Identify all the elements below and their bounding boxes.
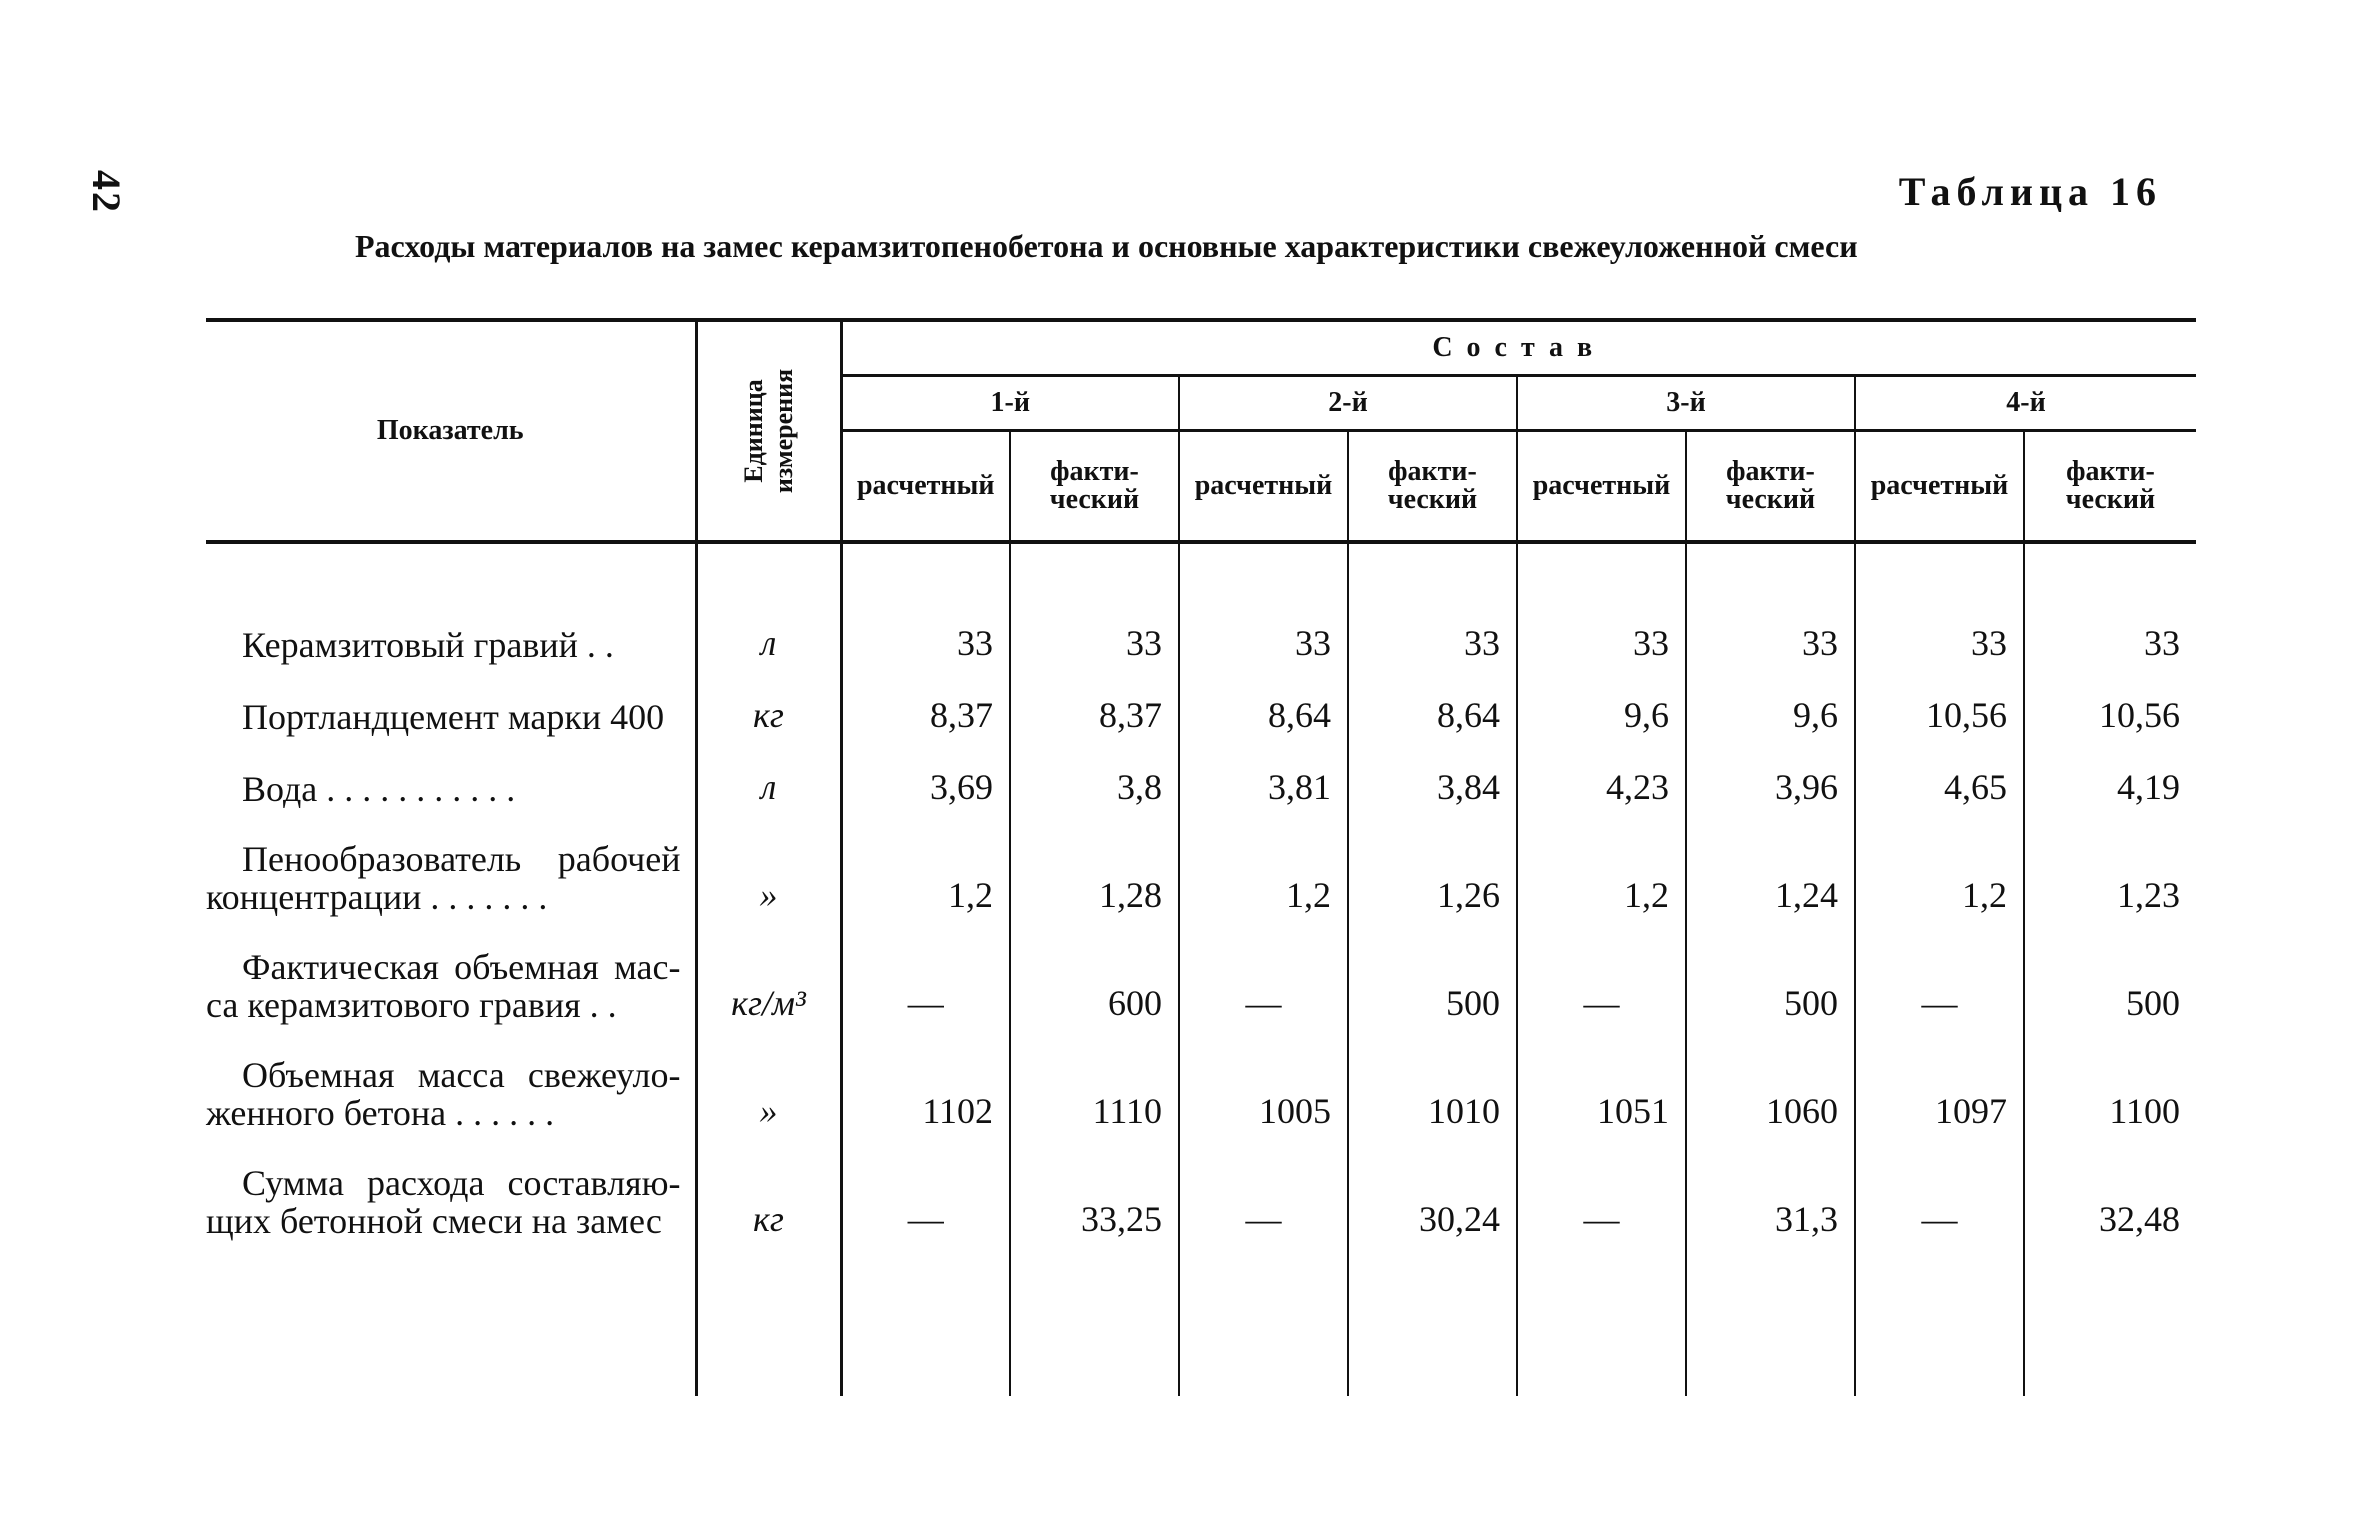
calculated-header: расчетный [1855, 431, 2024, 543]
indicator-text-continued: женного бетона . . . . . . [206, 1093, 555, 1133]
actual-value-cell: 500 [1686, 924, 1855, 1032]
calculated-value-cell: — [1517, 924, 1686, 1032]
indicator-text-continued: са керамзитового гравия . . [206, 985, 617, 1025]
actual-header [1686, 431, 1855, 543]
indicator-text: Вода . . . . . . . . . . . [242, 769, 516, 809]
calculated-value-cell: — [841, 924, 1010, 1032]
actual-value-cell: 500 [2126, 983, 2180, 1023]
group-header-1: 1-й [841, 376, 1179, 431]
group-header-3: 3-й [1517, 376, 1855, 431]
indicator-text: Керамзитовый гравий . . [242, 625, 614, 665]
unit-cell: » [696, 816, 841, 924]
indicator-cell [206, 816, 696, 924]
actual-value-cell: 9,6 [1686, 672, 1855, 744]
calculated-value-cell: 1,2 [841, 816, 1010, 924]
calculated-value-cell: 1097 [1855, 1032, 2024, 1140]
indicator-text: Портландцемент марки 400 [242, 697, 665, 737]
composition-header: Состав [841, 320, 2196, 376]
actual-value-cell: 8,37 [1010, 672, 1179, 744]
calculated-value-cell: — [1179, 1140, 1348, 1248]
actual-value-cell: 1,28 [1010, 816, 1179, 924]
actual-value-cell: 4,19 [2117, 767, 2180, 807]
calculated-value-cell: 8,64 [1179, 672, 1348, 744]
actual-value-cell: 1,23 [2117, 875, 2180, 915]
calculated-value-cell: 10,56 [1855, 672, 2024, 744]
actual-value-cell: 3,96 [1686, 744, 1855, 816]
indicator-header: Показатель [206, 320, 696, 542]
actual-value-cell: 33 [1010, 600, 1179, 672]
indicator-cell [206, 1140, 696, 1248]
actual-value-cell: 8,64 [1348, 672, 1517, 744]
group-header-2: 2-й [1179, 376, 1517, 431]
table-row [206, 924, 2196, 1032]
indicator-cell [206, 600, 696, 672]
calculated-value-cell: 8,37 [841, 672, 1010, 744]
indicator-text: Объемная масса свежеуло- [242, 1055, 681, 1095]
indicator-text: Фактическая объемная мас- [242, 947, 681, 987]
calculated-header: расчетный [1179, 431, 1348, 543]
actual-value-cell: 33 [2144, 623, 2180, 663]
unit-cell: л [696, 744, 841, 816]
calculated-value-cell: 1051 [1517, 1032, 1686, 1140]
actual-value-cell: 1,24 [1686, 816, 1855, 924]
actual-value-cell: 3,84 [1348, 744, 1517, 816]
calculated-value-cell: — [1855, 924, 2024, 1032]
calculated-value-cell: 1,2 [1855, 816, 2024, 924]
indicator-text-continued: щих бетонной смеси на замес [206, 1201, 662, 1241]
actual-value-cell: 1060 [1686, 1032, 1855, 1140]
calculated-value-cell: 3,69 [841, 744, 1010, 816]
actual-header [1010, 431, 1179, 543]
table-tail-row [206, 1248, 2196, 1396]
table-title: Расходы материалов на замес керамзитопенобетона и основные характеристики свежеуложенной смеси [355, 228, 1858, 264]
actual-value-cell: 10,56 [2099, 695, 2180, 735]
actual-header-line2: ческий [1049, 484, 1140, 515]
calculated-header: расчетный [841, 431, 1010, 543]
actual-value-cell: 33,25 [1010, 1140, 1179, 1248]
table-row [206, 672, 2196, 744]
table-row [206, 1140, 2196, 1248]
actual-value-cell: 1100 [2109, 1091, 2180, 1131]
indicator-cell [206, 1032, 696, 1140]
calculated-value-cell: — [1517, 1140, 1686, 1248]
calculated-value-cell: 1,2 [1179, 816, 1348, 924]
actual-header-line1: факти- [1050, 456, 1139, 487]
actual-header-line2: ческий [1725, 484, 1816, 515]
unit-cell: л [696, 600, 841, 672]
table-row [206, 1032, 2196, 1140]
actual-header-line1: факти- [1726, 456, 1815, 487]
indicator-text-continued: концентрации . . . . . . . [206, 877, 548, 917]
actual-header-line2: ческий [1387, 484, 1478, 515]
calculated-value-cell: 33 [1517, 600, 1686, 672]
calculated-value-cell: — [1179, 924, 1348, 1032]
actual-header-line1: факти- [1388, 456, 1477, 487]
calculated-value-cell: 33 [1855, 600, 2024, 672]
indicator-cell [206, 672, 696, 744]
unit-header: Единица измерения [696, 320, 841, 542]
actual-value-cell: 500 [1348, 924, 1517, 1032]
calculated-value-cell: 1005 [1179, 1032, 1348, 1140]
calculated-value-cell: 1,2 [1517, 816, 1686, 924]
unit-cell: кг [696, 672, 841, 744]
indicator-cell [206, 744, 696, 816]
indicator-text: Сумма расхода составляю- [242, 1163, 681, 1203]
indicator-cell [206, 924, 696, 1032]
calculated-value-cell: 3,81 [1179, 744, 1348, 816]
group-header-4: 4-й [1855, 376, 2196, 431]
table-row [206, 744, 2196, 816]
actual-value-cell: 600 [1010, 924, 1179, 1032]
actual-header [2024, 431, 2196, 543]
actual-value-cell: 1110 [1010, 1032, 1179, 1140]
materials-table [206, 318, 2196, 1396]
actual-value-cell: 31,3 [1686, 1140, 1855, 1248]
calculated-value-cell: 1102 [841, 1032, 1010, 1140]
actual-value-cell: 1,26 [1348, 816, 1517, 924]
actual-header [1348, 431, 1517, 543]
actual-value-cell: 30,24 [1348, 1140, 1517, 1248]
actual-value-cell: 33 [1686, 600, 1855, 672]
table-row [206, 600, 2196, 672]
unit-cell: » [696, 1032, 841, 1140]
calculated-value-cell: 4,65 [1855, 744, 2024, 816]
actual-value-cell: 32,48 [2099, 1199, 2180, 1239]
page-number: 42 [84, 170, 129, 214]
unit-cell: кг [696, 1140, 841, 1248]
calculated-value-cell: — [1855, 1140, 2024, 1248]
calculated-value-cell: — [841, 1140, 1010, 1248]
calculated-value-cell: 4,23 [1517, 744, 1686, 816]
actual-header-line1: факти- [2066, 456, 2155, 487]
table-label: Таблица 16 [1898, 169, 2162, 214]
unit-cell: кг/м³ [696, 924, 841, 1032]
calculated-value-cell: 9,6 [1517, 672, 1686, 744]
indicator-text: Пенообразователь рабочей [242, 839, 681, 879]
calculated-header: расчетный [1517, 431, 1686, 543]
table-row [206, 816, 2196, 924]
actual-value-cell: 1010 [1348, 1032, 1517, 1140]
actual-value-cell: 3,8 [1010, 744, 1179, 816]
calculated-value-cell: 33 [1179, 600, 1348, 672]
actual-header-line2: ческий [2065, 484, 2156, 515]
actual-value-cell: 33 [1348, 600, 1517, 672]
calculated-value-cell: 33 [841, 600, 1010, 672]
table-spacer-row [206, 542, 2196, 600]
